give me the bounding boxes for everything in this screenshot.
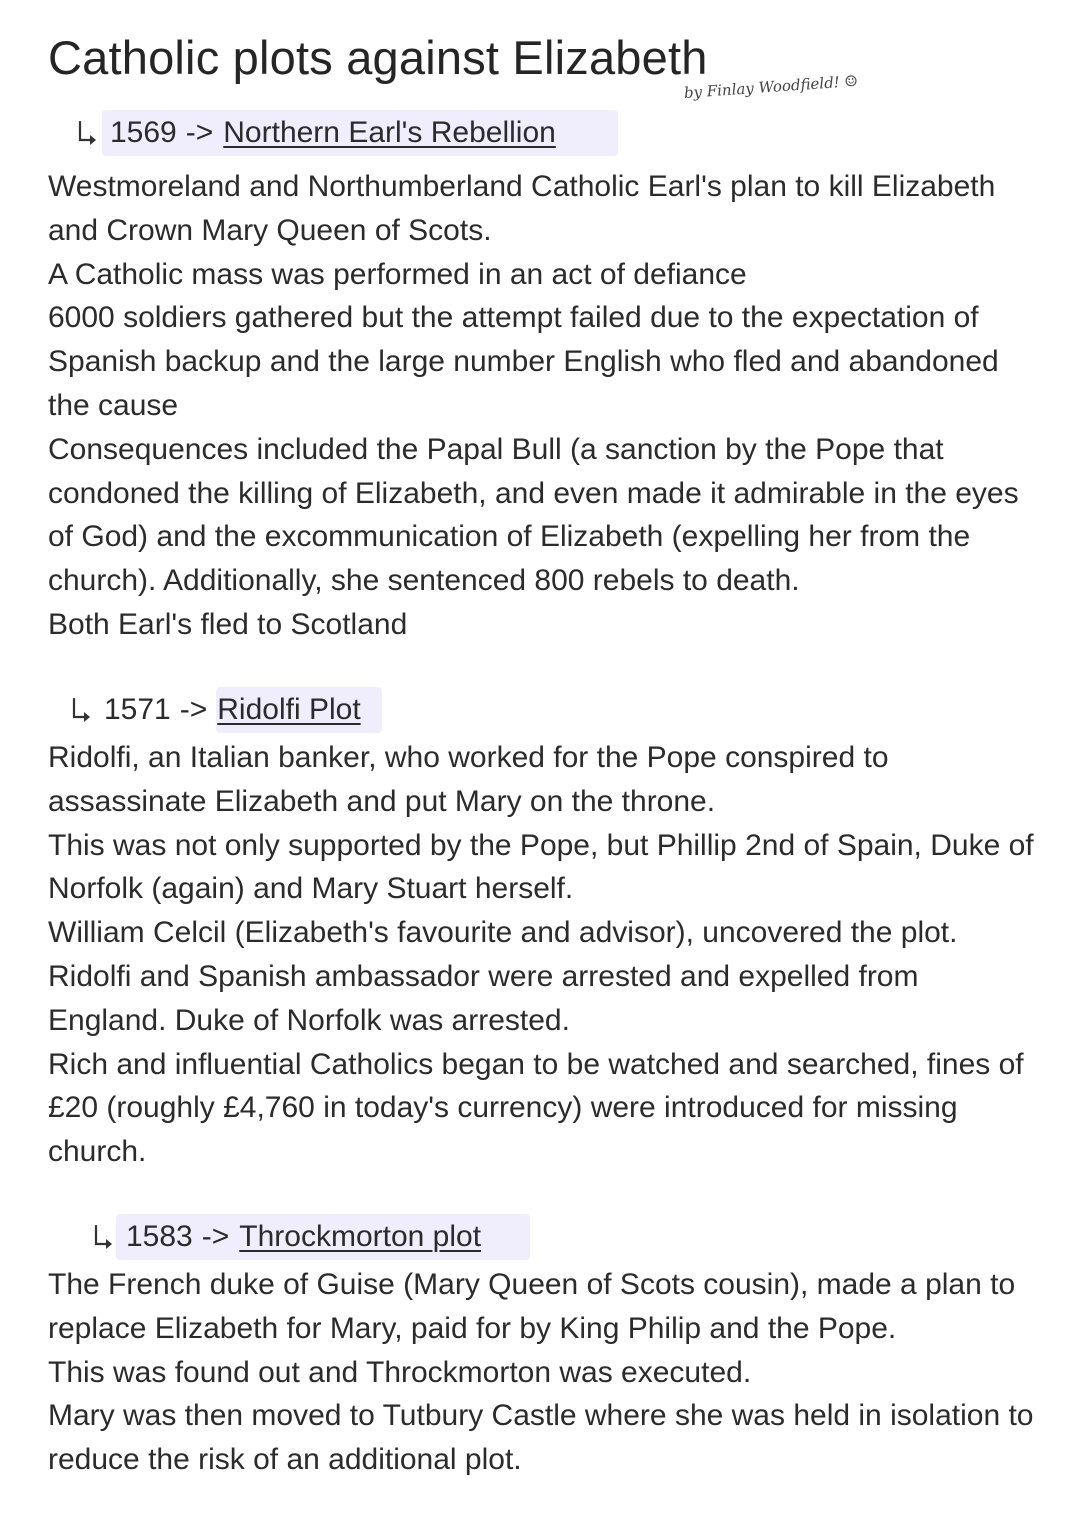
section-body-ridolfi (48, 736, 1038, 1174)
paragraph: Both Earl's fled to Scotland (48, 607, 408, 641)
section-year: 1569 (110, 116, 177, 149)
turn-down-right-arrow-icon (70, 695, 94, 725)
paragraph: Rich and influential Catholics began to be watched and searched, fines of £20 (roughly £4,760 in today's currency) were introduced for missing church. (48, 1047, 1024, 1169)
page-title: Catholic plots against Elizabeth (48, 31, 708, 84)
section-title: Ridolfi Plot (217, 693, 361, 726)
section-year: 1571 (104, 693, 171, 726)
section-heading-ridolfi (70, 693, 361, 727)
paragraph: The French duke of Guise (Mary Queen of Scots cousin), made a plan to replace Elizabeth for Mary, paid for by King Philip and the Pope. (48, 1268, 1016, 1345)
turn-down-right-arrow-icon (76, 118, 100, 148)
paragraph: Consequences included the Papal Bull (a sanction by the Pope that condoned the killing of Elizabeth, and even made it admirable in the eyes of God) and the excommunication of Elizabeth (expelling her from the church). Additionally, she sentenced 800 rebels to death. (48, 432, 1019, 598)
paragraph: A Catholic mass was performed in an act of defiance (48, 257, 747, 291)
section-body-throckmorton (48, 1263, 1038, 1482)
paragraph: William Celcil (Elizabeth's favourite and advisor), uncovered the plot. (48, 916, 958, 950)
paragraph: Ridolfi, an Italian banker, who worked for the Pope conspired to assassinate Elizabeth and put Mary on the throne. (48, 741, 889, 818)
section-body-northern-rebellion (48, 165, 1038, 647)
paragraph: This was not only supported by the Pope, but Phillip 2nd of Spain, Duke of Norfolk (again) and Mary Stuart herself. (48, 828, 1034, 906)
author-signature: by Finlay Woodfield! ☺ (683, 71, 859, 102)
paragraph: Westmoreland and Northumberland Catholic Earl's plan to kill Elizabeth and Crown Mary Queen of Scots. (48, 170, 996, 247)
paragraph: This was found out and Throckmorton was executed. (48, 1355, 752, 1389)
section-separator: -> (201, 1220, 230, 1253)
section-separator: -> (185, 116, 214, 149)
turn-down-right-arrow-icon (92, 1222, 116, 1252)
paragraph: Ridolfi and Spanish ambassador were arrested and expelled from England. Duke of Norfolk was arrested. (48, 959, 919, 1037)
paragraph: 6000 soldiers gathered but the attempt failed due to the expectation of Spanish backup and the large number English who fled and abandoned the cause (48, 301, 999, 422)
section-title: Throckmorton plot (239, 1220, 482, 1253)
section-heading-throckmorton (92, 1220, 481, 1254)
paragraph: Mary was then moved to Tutbury Castle where she was held in isolation to reduce the risk of an additional plot. (48, 1399, 1034, 1477)
section-year: 1583 (126, 1220, 193, 1253)
section-title: Northern Earl's Rebellion (223, 116, 556, 149)
section-separator: -> (179, 693, 208, 726)
section-heading-northern-rebellion (76, 116, 556, 150)
